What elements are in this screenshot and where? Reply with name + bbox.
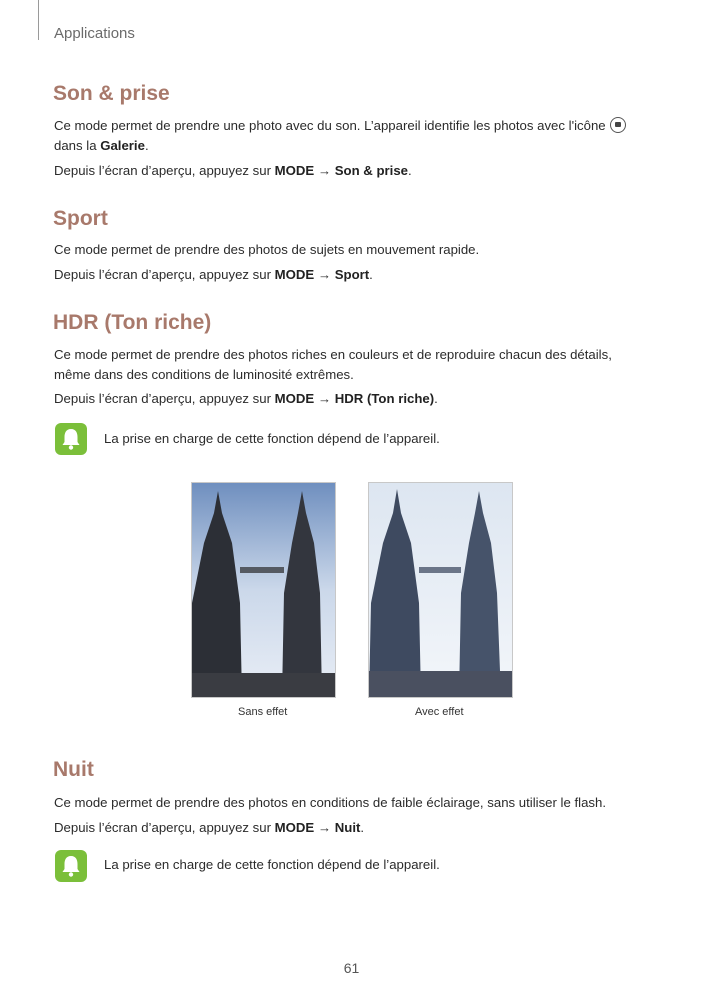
photo-sans-effet [191,482,336,698]
target-label: HDR (Ton riche) [334,391,435,406]
mode-label: MODE [274,391,315,406]
caption-avec-effet: Avec effet [415,706,464,718]
hdr-description-line2: même dans des conditions de luminosité extrêmes. [54,367,354,382]
sport-instruction [54,265,644,285]
mode-label: MODE [274,267,315,282]
sound-shot-icon [610,117,626,133]
nuit-instruction [54,818,644,838]
sport-description: Ce mode permet de prendre des photos de sujets en mouvement rapide. [54,242,480,257]
arrow: → [314,267,335,282]
son-prise-description [54,116,644,156]
mode-label: MODE [274,820,315,835]
section-title-hdr: HDR (Ton riche) [53,311,212,334]
arrow: → [314,820,335,835]
hdr-instruction [54,389,644,409]
hdr-description-line1: Ce mode permet de prendre des photos riches en couleurs et de reproduire chacun des détails, [54,347,612,362]
son-prise-instruction [54,161,644,181]
instruction-prefix: Depuis l’écran d’aperçu, appuyez sur [54,391,275,406]
son-prise-description-text: Ce mode permet de prendre une photo avec du son. L’appareil identifie les photos avec l'icône [54,118,606,133]
bell-icon [55,423,87,455]
punctuation: . [434,391,438,406]
punctuation: . [360,820,365,835]
target-label: Son & prise [334,163,409,178]
nuit-description: Ce mode permet de prendre des photos en conditions de faible éclairage, sans utiliser le flash. [54,795,607,810]
punctuation: . [408,163,412,178]
instruction-prefix: Depuis l’écran d’aperçu, appuyez sur [54,820,275,835]
galerie-label: Galerie [100,138,145,153]
arrow: → [314,163,335,178]
running-head: Applications [54,25,135,42]
son-prise-description-line2: dans la [54,138,101,153]
arrow: → [314,391,335,406]
punctuation: . [369,267,373,282]
instruction-prefix: Depuis l’écran d’aperçu, appuyez sur [54,267,275,282]
nuit-note: La prise en charge de cette fonction dépend de l’appareil. [104,857,440,872]
target-label: Nuit [334,820,361,835]
hdr-note: La prise en charge de cette fonction dépend de l’appareil. [104,431,440,446]
section-title-son-prise: Son & prise [53,82,170,105]
hdr-description [54,345,644,385]
section-title-nuit: Nuit [53,758,94,781]
page-margin-rule [38,0,39,40]
mode-label: MODE [274,163,315,178]
target-label: Sport [334,267,370,282]
section-title-sport: Sport [53,207,108,230]
punctuation: . [144,138,149,153]
instruction-prefix: Depuis l’écran d’aperçu, appuyez sur [54,163,275,178]
page-number: 61 [343,960,360,976]
caption-sans-effet: Sans effet [238,706,288,718]
photo-avec-effet [368,482,513,698]
bell-icon [55,850,87,882]
